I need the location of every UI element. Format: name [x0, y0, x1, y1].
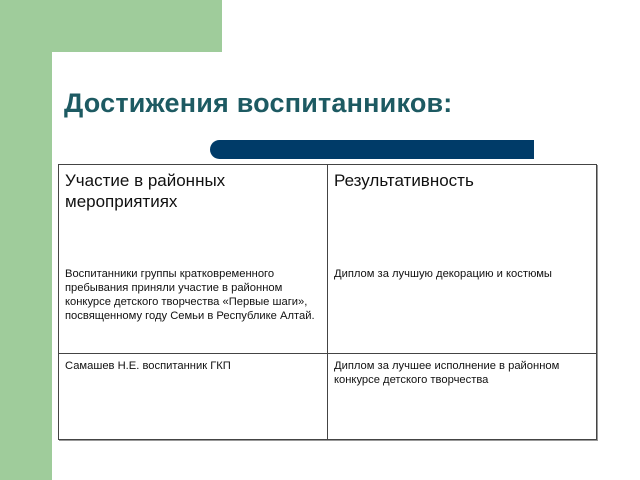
- table-cell: [328, 353, 597, 439]
- column-header-participation: Участие в районных мероприятиях: [65, 171, 226, 211]
- result-text: Диплом за лучшее исполнение в районном конкурсе детского творчества: [334, 359, 560, 386]
- achievements-table: [58, 164, 597, 440]
- participation-text: Самашев Н.Е. воспитанник ГКП: [65, 359, 231, 372]
- green-frame-left: [0, 0, 52, 480]
- table-cell: [328, 165, 597, 354]
- table-cell: [59, 353, 328, 439]
- column-header-result: Результативность: [334, 171, 474, 190]
- table-row: [59, 165, 597, 354]
- slide-title: Достижения воспитанников:: [64, 88, 453, 118]
- table-row: [59, 353, 597, 439]
- participation-text: Воспитанники группы кратковременного пребывания приняли участие в районном конкурсе детского творчества «Первые шаги», посвященному году Семьи в Республике Алтай.: [65, 268, 315, 322]
- green-frame-top: [0, 0, 222, 52]
- result-text: Диплом за лучшую декорацию и костюмы: [334, 268, 552, 280]
- table-cell: [59, 165, 328, 354]
- title-underline-bar: [210, 140, 534, 159]
